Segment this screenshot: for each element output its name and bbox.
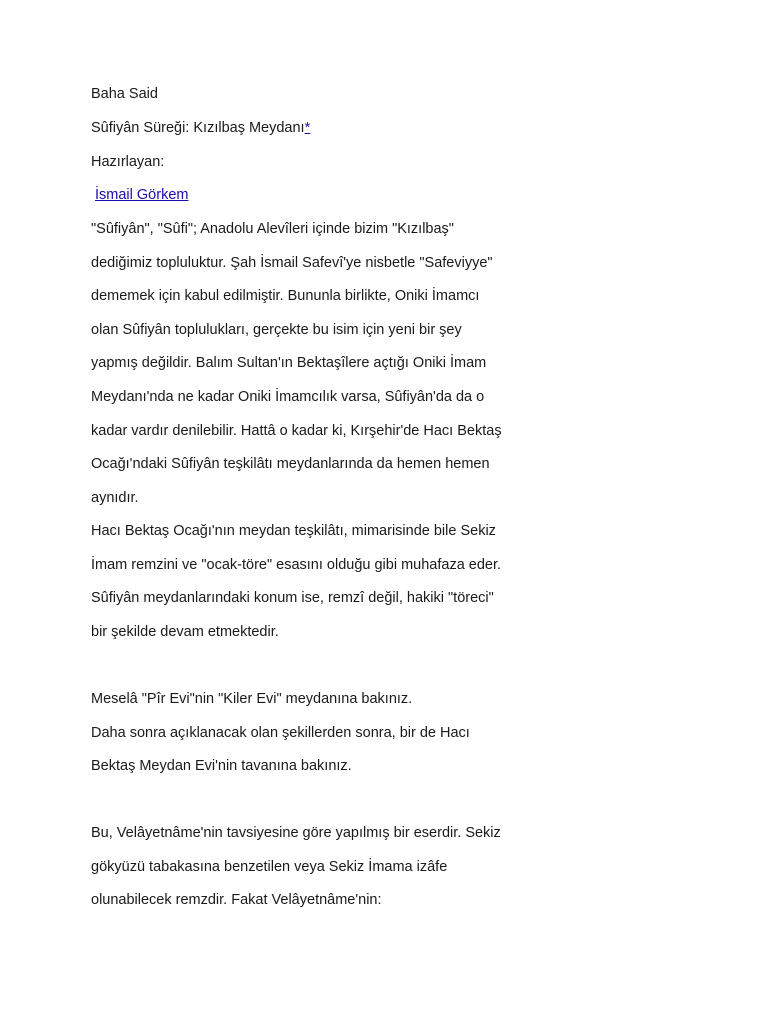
title-text: Sûfiyân Süreği: Kızılbaş Meydanı <box>91 120 305 136</box>
paragraph-line: Bektaş Meydan Evi'nin tavanına bakınız. <box>91 758 352 774</box>
footnote-link[interactable]: * <box>304 120 311 136</box>
paragraph-line: Bu, Velâyetnâme'nin tavsiyesine göre yapılmış bir eserdir. Sekiz <box>91 825 501 841</box>
paragraph-line: İmam remzini ve "ocak-töre" esasını olduğu gibi muhafaza eder. <box>91 557 502 573</box>
paragraph-line: Daha sonra açıklanacak olan şekillerden sonra, bir de Hacı <box>91 725 470 741</box>
document-title <box>91 119 310 137</box>
prepared-by-label: Hazırlayan: <box>91 154 165 170</box>
paragraph-line: yapmış değildir. Balım Sultan'ın Bektaşîlere açtığı Oniki İmam <box>91 355 487 371</box>
paragraph-line: gökyüzü tabakasına benzetilen veya Sekiz İmama izâfe <box>91 859 448 875</box>
paragraph-line: olan Sûfiyân toplulukları, gerçekte bu isim için yeni bir şey <box>91 322 462 338</box>
paragraph-line: dediğimiz topluluktur. Şah İsmail Safevî'ye nisbetle "Safeviyye" <box>91 255 493 271</box>
preparer-line <box>95 186 188 204</box>
paragraph-line: Meselâ "Pîr Evi"nin "Kiler Evi" meydanına bakınız. <box>91 691 413 707</box>
preparer-link[interactable]: İsmail Görkem <box>95 187 189 203</box>
paragraph-line: Ocağı'ndaki Sûfiyân teşkilâtı meydanlarında da hemen hemen <box>91 456 490 472</box>
paragraph-line: Sûfiyân meydanlarındaki konum ise, remzî değil, hakiki "töreci" <box>91 590 494 606</box>
author-name: Baha Said <box>91 86 158 102</box>
paragraph-line: Meydanı'nda ne kadar Oniki İmamcılık varsa, Sûfiyân'da da o <box>91 389 485 405</box>
paragraph-line: dememek için kabul edilmiştir. Bununla birlikte, Oniki İmamcı <box>91 288 480 304</box>
paragraph-line: olunabilecek remzdir. Fakat Velâyetnâme'nin: <box>91 892 382 908</box>
paragraph-line: aynıdır. <box>91 490 139 506</box>
paragraph-line: bir şekilde devam etmektedir. <box>91 624 279 640</box>
paragraph-line: Hacı Bektaş Ocağı'nın meydan teşkilâtı, mimarisinde bile Sekiz <box>91 523 496 539</box>
paragraph-line: kadar vardır denilebilir. Hattâ o kadar ki, Kırşehir'de Hacı Bektaş <box>91 423 502 439</box>
paragraph-line: "Sûfiyân", "Sûfi"; Anadolu Alevîleri içinde bizim "Kızılbaş" <box>91 221 454 237</box>
